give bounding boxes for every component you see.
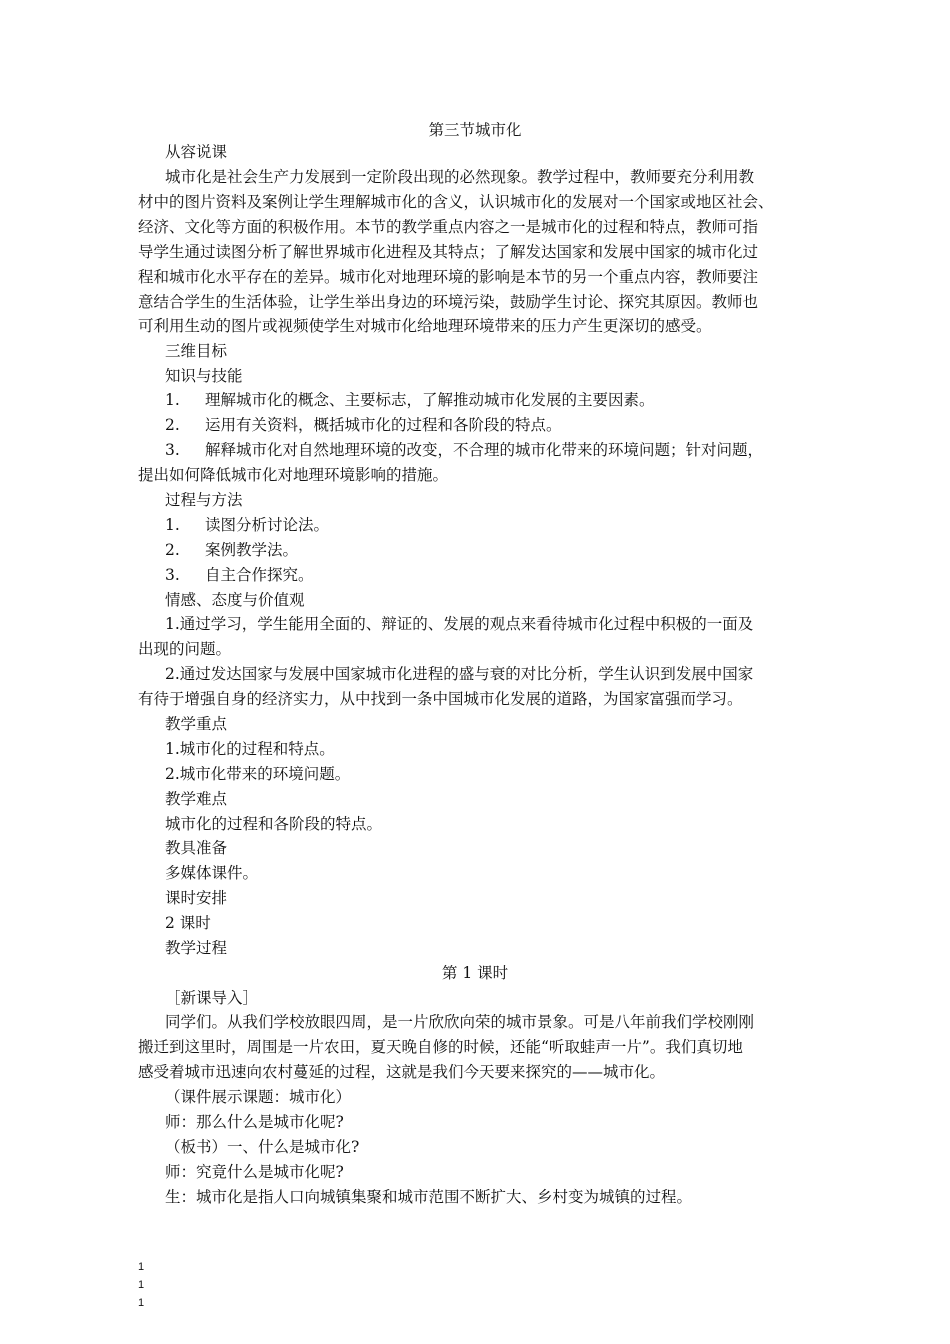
page-number: 1 xyxy=(138,1297,145,1309)
intro-line: 导学生通过读图分析了解世界城市化进程及其特点；了解发达国家和发展中国家的城市化过 xyxy=(138,243,759,261)
intro2-line: 同学们。从我们学校放眼四周，是一片欣欣向荣的城市景象。可是八年前我们学校刚刚 xyxy=(165,1013,755,1031)
process-heading: 过程与方法 xyxy=(165,491,243,509)
intro-line: 可利用生动的图片或视频使学生对城市化给地理环境带来的压力产生更深切的感受。 xyxy=(138,317,712,335)
emotion-item-2-cont: 有待于增强自身的经济实力，从中找到一条中国城市化发展的道路，为国家富强而学习。 xyxy=(138,690,743,708)
dialogue-line: 师：那么什么是城市化呢? xyxy=(165,1113,344,1131)
knowledge-item-2: 2. 运用有关资料，概括城市化的过程和各阶段的特点。 xyxy=(165,416,562,434)
lesson-title: 第 1 课时 xyxy=(441,964,509,982)
emotion-heading: 情感、态度与价值观 xyxy=(165,591,305,609)
emotion-item-2: 2.通过发达国家与发展中国家城市化进程的盛与衰的对比分析，学生认识到发展中国家 xyxy=(165,665,754,683)
emotion-item-1: 1.通过学习，学生能用全面的、辩证的、发展的观点来看待城市化过程中积极的一面及 xyxy=(165,615,754,633)
intro-line: 意结合学生的生活体验，让学生举出身边的环境污染，鼓励学生讨论、探究其原因。教师也 xyxy=(138,293,759,311)
schedule-item: 2 课时 xyxy=(165,914,211,932)
dialogue-line: （课件展示课题：城市化） xyxy=(165,1088,352,1106)
dialogue-line: 生：城市化是指人口向城镇集聚和城市范围不断扩大、乡村变为城镇的过程。 xyxy=(165,1188,693,1206)
goals-heading: 三维目标 xyxy=(165,342,228,360)
intro-heading: 从容说课 xyxy=(165,143,228,161)
process-item-2: 2. 案例教学法。 xyxy=(165,541,299,559)
intro-line: 城市化是社会生产力发展到一定阶段出现的必然现象。教学过程中，教师要充分利用教 xyxy=(165,168,755,186)
intro2-line: 搬迁到这里时，周围是一片农田，夏天晚自修的时候，还能“听取蛙声一片”。我们真切地 xyxy=(138,1038,743,1056)
process-item-3: 3. 自主合作探究。 xyxy=(165,566,314,584)
knowledge-item-3: 3. 解释城市化对自然地理环境的改变，不合理的城市化带来的环境问题；针对问题， xyxy=(165,441,764,459)
page-number: 1 xyxy=(138,1279,145,1291)
knowledge-item-3-cont: 提出如何降低城市化对地理环境影响的措施。 xyxy=(138,466,449,484)
difficulty-item: 城市化的过程和各阶段的特点。 xyxy=(165,815,383,833)
knowledge-item-1: 1. 理解城市化的概念、主要标志，了解推动城市化发展的主要因素。 xyxy=(165,391,655,409)
intro2-line: 感受着城市迅速向农村蔓延的过程，这就是我们今天要来探究的——城市化。 xyxy=(138,1063,666,1081)
intro-line: 经济、文化等方面的积极作用。本节的教学重点内容之一是城市化的过程和特点，教师可指 xyxy=(138,218,759,236)
tools-heading: 教具准备 xyxy=(165,839,228,857)
page-number: 1 xyxy=(138,1261,145,1273)
key-item-2: 2.城市化带来的环境问题。 xyxy=(165,765,351,783)
difficulty-heading: 教学难点 xyxy=(165,790,228,808)
key-heading: 教学重点 xyxy=(165,715,228,733)
intro-line: 材中的图片资料及案例让学生理解城市化的含义，认识城市化的发展对一个国家或地区社会、 xyxy=(138,193,774,211)
intro-line: 程和城市化水平存在的差异。城市化对地理环境的影响是本节的另一个重点内容，教师要注 xyxy=(138,268,759,286)
tools-item: 多媒体课件。 xyxy=(165,864,259,882)
process-item-1: 1. 读图分析讨论法。 xyxy=(165,516,330,534)
key-item-1: 1.城市化的过程和特点。 xyxy=(165,740,335,758)
procedure-heading: 教学过程 xyxy=(165,939,228,957)
schedule-heading: 课时安排 xyxy=(165,889,228,907)
dialogue-line: 师：究竟什么是城市化呢? xyxy=(165,1163,344,1181)
emotion-item-1-cont: 出现的问题。 xyxy=(138,640,232,658)
section-title: 第三节城市化 xyxy=(428,121,522,139)
new-lesson-label: ［新课导入］ xyxy=(165,989,259,1007)
knowledge-heading: 知识与技能 xyxy=(165,367,243,385)
dialogue-line: （板书）一、什么是城市化? xyxy=(165,1138,360,1156)
